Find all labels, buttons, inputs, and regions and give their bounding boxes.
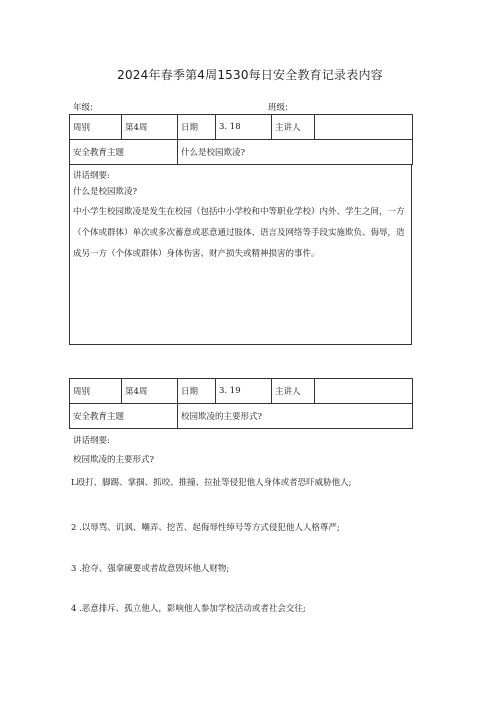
record-1-header-row: [70, 115, 413, 140]
week-value: 第4周: [122, 115, 178, 140]
record-table-2: [69, 378, 413, 429]
class-label: 班级:: [268, 103, 288, 113]
record-2-topic-row: [70, 404, 413, 429]
date-label: 日期: [178, 379, 216, 404]
topic-value: 什么是校园欺凌?: [178, 140, 413, 165]
date-value: 3. 18: [216, 115, 272, 140]
record-2-question: 校园欺凌的主要形式?: [73, 455, 155, 465]
outline-question: 什么是校园欺凌?: [73, 187, 138, 197]
speaker-value: [315, 115, 413, 140]
document-title: 2024年春季第4周1530每日安全教育记录表内容: [117, 68, 383, 82]
list-item: 2 .以辱骂、讥讽、嘲弄、挖苦、起侮辱性绰号等方式侵犯他人人格尊严;: [71, 523, 340, 533]
topic-value: 校园欺凌的主要形式?: [178, 404, 413, 429]
grade-label: 年级:: [73, 103, 93, 113]
week-label: 周别: [70, 379, 122, 404]
date-value: 3. 19: [216, 379, 272, 404]
date-label: 日期: [178, 115, 216, 140]
record-1-outline-box: [69, 164, 412, 345]
week-value: 第4周: [122, 379, 178, 404]
speaker-label: 主讲人: [272, 115, 315, 140]
record-1-topic-row: [70, 140, 413, 165]
topic-label: 安全教育主题: [70, 140, 178, 165]
outline-content: 中小学生校园欺凌是发生在校园（包括中小学校和中等职业学校）内外、学生之间，一方（个体或群体）单次或多次蓄意或恶意通过肢体、语言及网络等手段实施欺负、侮辱，造成另一方（个体或群体）身体伤害、财产损失或精神损害的事件。: [73, 207, 405, 259]
list-item: 4 .恶意排斥、孤立他人，影响他人参加学校活动或者社会交往;: [71, 604, 306, 614]
list-item: 3 .抢夺、强拿硬要或者故意毁坏他人财物;: [71, 564, 230, 574]
outline-label: 讲话纲要:: [73, 171, 110, 181]
record-table-1: [69, 114, 413, 165]
topic-label: 安全教育主题: [70, 404, 178, 429]
speaker-label: 主讲人: [272, 379, 315, 404]
week-label: 周别: [70, 115, 122, 140]
list-item: L殴打、脚踢、掌掴、抓咬、推撞、拉扯等侵犯他人身体或者恐吓威胁他人;: [71, 478, 352, 488]
record-2-header-row: [70, 379, 413, 404]
record-2-outline-label: 讲话纲要:: [73, 436, 110, 446]
speaker-value: [315, 379, 413, 404]
